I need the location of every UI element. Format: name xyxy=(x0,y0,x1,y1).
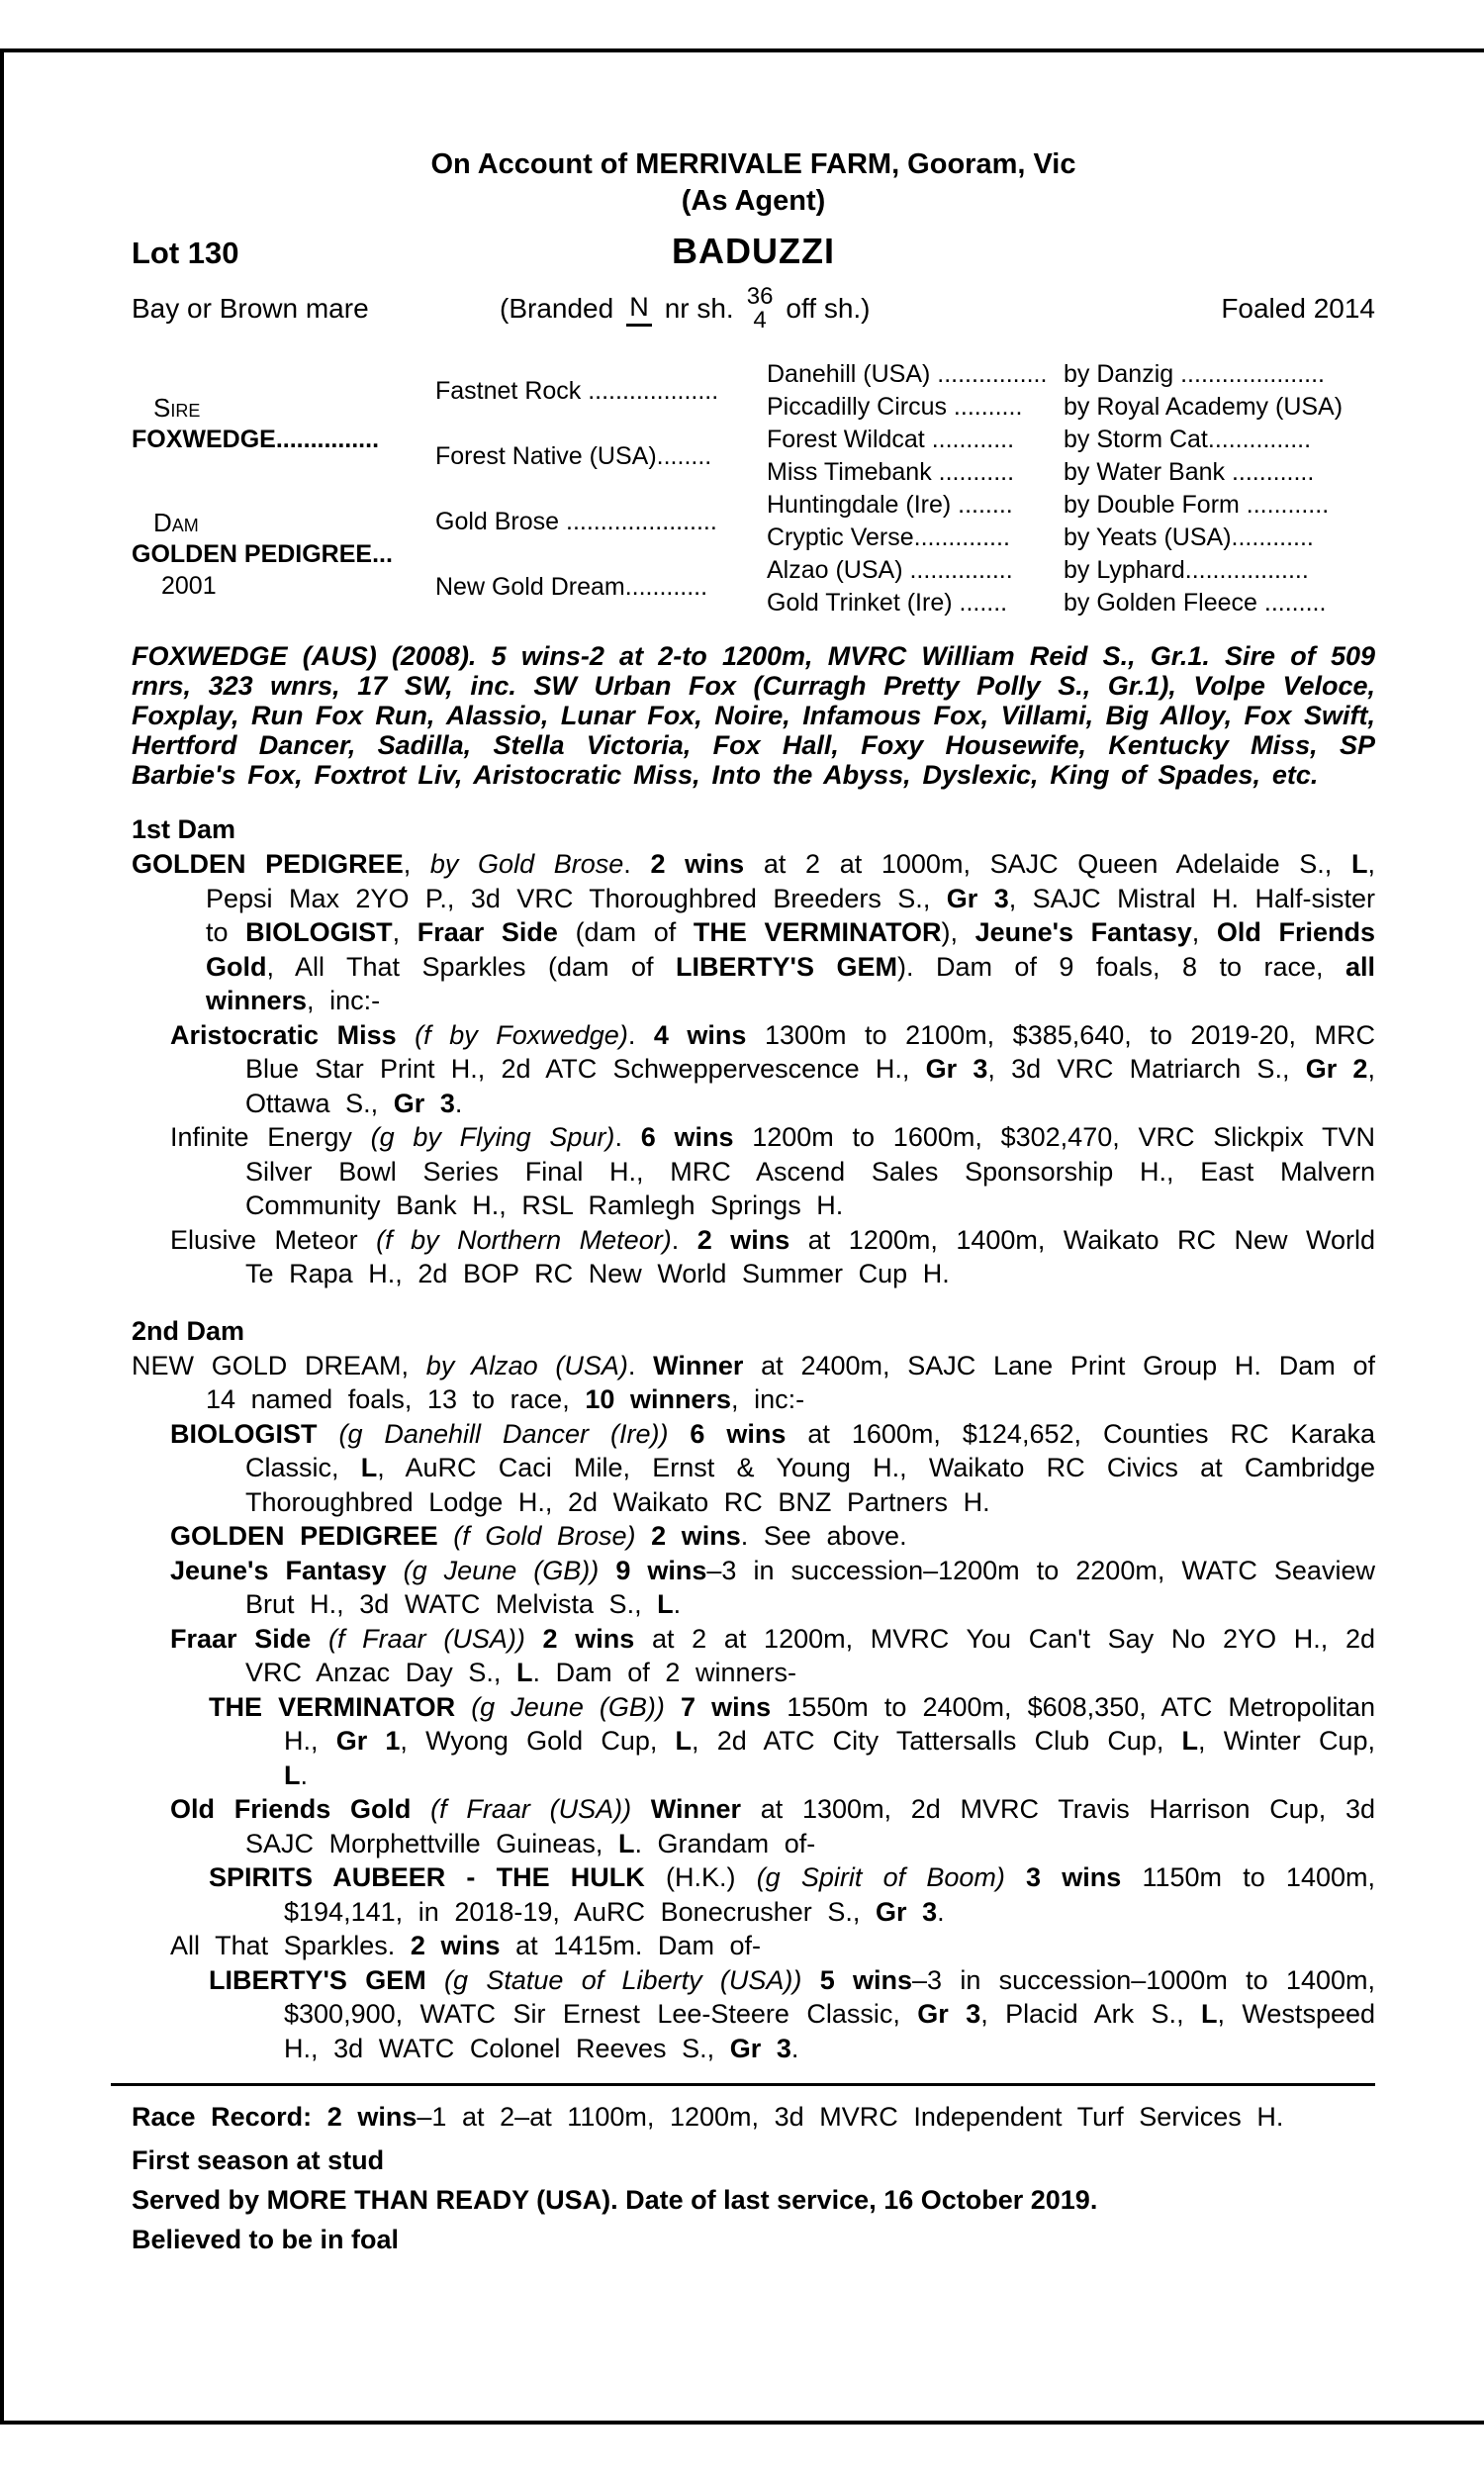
gen4-entry: by Danzig ..................... xyxy=(1064,360,1325,388)
text-segment: , AuRC Caci Mile, Ernst & Young H., Waikato RC Civics at Cambridge Thoroughbred Lodge H., 2d Waikato RC BNZ Partners H. xyxy=(245,1453,1375,1517)
gen4-entry: by Royal Academy (USA) xyxy=(1064,393,1344,421)
text-segment: 1300m to 2100m, $385,640, to 2019-20, MRC Blue Star Print H., 2d ATC Schweppervescence H., xyxy=(245,1019,1375,1084)
gen2-entry: Gold Brose ...................... xyxy=(435,507,717,535)
text-segment: . xyxy=(937,1896,945,1927)
text-segment: , Placid Ark S., xyxy=(980,1999,1201,2029)
text-segment: at 2 at 1200m, MVRC You Can't Say No 2YO H., 2d VRC Anzac Day S., xyxy=(245,1623,1375,1687)
text-segment: 6 wins xyxy=(690,1418,787,1449)
text-segment: , 2d ATC City Tattersalls Club Cup, xyxy=(692,1726,1182,1756)
brand-details xyxy=(500,279,871,338)
dam-year: 2001 xyxy=(161,572,217,600)
text-segment: at 2400m, SAJC Lane Print Group H. Dam of 14 named foals, 13 to race, xyxy=(206,1350,1375,1414)
text-segment: ), xyxy=(941,917,975,947)
text-segment: (f Fraar (USA)) xyxy=(327,1623,525,1654)
pedigree-paragraph xyxy=(132,1690,1375,1793)
text-segment: Jeune's Fantasy xyxy=(170,1555,387,1585)
text-segment: by Alzao (USA) xyxy=(425,1350,628,1380)
dam-block xyxy=(132,489,435,619)
text-segment: THE VERMINATOR xyxy=(693,917,942,947)
gen3-entry: Piccadilly Circus .......... xyxy=(767,393,1023,421)
text-segment: GOLDEN PEDIGREE xyxy=(170,1521,438,1551)
branded-suffix: off sh.) xyxy=(786,293,871,324)
gen3-entry: Cryptic Verse.............. xyxy=(767,523,1010,551)
pedigree-paragraph xyxy=(132,1860,1375,1929)
sire-name: FOXWEDGE............... xyxy=(132,426,380,453)
text-segment: , SAJC Mistral H. Half-sister to xyxy=(206,883,1375,947)
first-dam-heading: 1st Dam xyxy=(132,814,236,844)
text-segment: L xyxy=(1201,1999,1218,2029)
text-segment xyxy=(801,1965,819,1995)
lot-number: Lot 130 xyxy=(132,236,239,270)
text-segment: . Grandam of- xyxy=(634,1828,816,1858)
gen3-entry: Gold Trinket (Ire) ....... xyxy=(767,589,1008,617)
text-segment: . xyxy=(614,1122,641,1152)
text-segment: , Winter Cup, xyxy=(1198,1726,1375,1756)
text-segment: by Gold Brose xyxy=(429,849,624,879)
gen4-entry: by Water Bank ............ xyxy=(1064,458,1315,486)
text-segment: . xyxy=(673,1589,682,1619)
sire-block xyxy=(132,358,435,489)
text-segment: , Pepsi Max 2YO P., 3d VRC Thoroughbred Breeders S., xyxy=(206,849,1375,913)
gen4-entry: by Golden Fleece ......... xyxy=(1064,589,1327,617)
text-segment xyxy=(438,1521,454,1551)
gen2-entry: Fastnet Rock ................... xyxy=(435,376,719,405)
text-segment: Winner xyxy=(653,1350,744,1380)
text-segment: Gr 2 xyxy=(1305,1054,1368,1084)
text-segment xyxy=(397,1020,416,1050)
text-segment: Aristocratic Miss xyxy=(170,1019,397,1050)
text-segment: 9 wins xyxy=(615,1555,707,1585)
text-segment: Jeune's Fantasy xyxy=(974,917,1192,947)
pedigree-table xyxy=(132,358,1375,619)
text-segment: (dam of xyxy=(557,917,694,947)
text-segment: all winners xyxy=(206,951,1375,1015)
text-segment: –1 at 2–at 1100m, 1200m, 3d MVRC Independent Turf Services H. xyxy=(417,2102,1284,2132)
sire-summary xyxy=(132,641,1375,790)
text-segment: at 2 at 1000m, SAJC Queen Adelaide S., xyxy=(744,849,1351,879)
text-segment xyxy=(668,1419,690,1449)
text-segment: L xyxy=(1350,849,1368,879)
text-segment: FOXWEDGE (AUS) (2008). 5 wins-2 at 2-to 1200m, MVRC William Reid S., Gr.1. Sire of 509 rnrs, 323 wnrs, 17 SW, inc. SW Urban Fox (Curragh Pretty Polly S., Gr.1), Volpe Veloce, Foxplay, Run Fox Run, Alassio, Lunar Fox, Noire, Infamous Fox, Villami, Big Alloy, Fox Swift, Hertford Dancer, Sadilla, Stella Victoria, Fox Hall, Foxy Housewife, Kentucky Miss, SP Barbie's Fox, Foxtrot Liv, Aristocratic Miss, Into the Abyss, Dyslexic, King of Spades, etc. xyxy=(132,641,1375,790)
text-segment: at 1200m, 1400m, Waikato RC New World Te Rapa H., 2d BOP RC New World Summer Cup H. xyxy=(245,1224,1376,1288)
gen3-entry: Alzao (USA) ............... xyxy=(767,556,1013,584)
text-segment: Gr 3 xyxy=(946,883,1009,913)
text-segment: L xyxy=(617,1828,635,1858)
text-segment: L xyxy=(516,1658,533,1687)
text-segment: (f by Northern Meteor) xyxy=(376,1224,672,1255)
text-segment: at 1415m. Dam of- xyxy=(500,1931,762,1960)
text-segment: , 3d VRC Matriarch S., xyxy=(987,1054,1306,1084)
text-segment: at 1600m, $124,652, Counties RC Karaka Classic, xyxy=(245,1418,1375,1482)
text-segment: LIBERTY'S GEM xyxy=(209,1964,426,1995)
pedigree-paragraph xyxy=(132,1018,1375,1121)
second-dam-heading: 2nd Dam xyxy=(132,1315,245,1346)
text-segment: , xyxy=(403,849,430,879)
dam-name: GOLDEN PEDIGREE... xyxy=(132,540,393,568)
text-segment: , Wyong Gold Cup, xyxy=(400,1726,676,1756)
text-segment xyxy=(387,1556,404,1585)
text-segment: (g Spirit of Boom) xyxy=(756,1862,1005,1892)
text-segment: (g Jeune (GB)) xyxy=(403,1555,600,1585)
sire-label: Sire xyxy=(153,393,201,423)
text-segment: . xyxy=(627,1350,654,1380)
text-segment: –3 in succession–1200m to 2200m, WATC Seaview Brut H., 3d WATC Melvista S., xyxy=(245,1555,1375,1619)
text-segment xyxy=(318,1419,339,1449)
text-segment: 1150m to 1400m, $194,141, in 2018-19, AuRC Bonecrusher S., xyxy=(284,1862,1375,1927)
text-segment: . xyxy=(623,849,651,879)
agent-line: (As Agent) xyxy=(681,185,826,217)
text-segment: Gr 3 xyxy=(393,1088,455,1118)
brand-number-top: 36 xyxy=(746,283,774,310)
gen4-entry: by Yeats (USA)............ xyxy=(1064,523,1314,551)
brand-number xyxy=(747,285,774,333)
text-segment: L xyxy=(1181,1726,1199,1756)
branded-prefix: (Branded xyxy=(500,293,614,324)
text-segment: Gr 3 xyxy=(925,1054,988,1084)
text-segment: . xyxy=(454,1088,463,1118)
pedigree-paragraph xyxy=(132,1120,1375,1223)
text-segment: . xyxy=(300,1760,309,1790)
text-segment: , Ottawa S., xyxy=(245,1054,1375,1118)
text-segment: THE VERMINATOR xyxy=(209,1691,456,1722)
text-segment: Fraar Side xyxy=(417,917,558,947)
text-segment: 2 wins xyxy=(650,849,745,879)
text-segment: 1550m to 2400m, $608,350, ATC Metropolitan H., xyxy=(284,1691,1375,1756)
text-segment: GOLDEN PEDIGREE xyxy=(132,849,404,879)
text-segment: , xyxy=(392,917,417,947)
gen3-entry: Miss Timebank ........... xyxy=(767,458,1015,486)
text-segment: Gr 3 xyxy=(729,2033,791,2063)
text-segment xyxy=(631,1794,651,1824)
dam-label: Dam xyxy=(153,508,199,537)
text-segment: . xyxy=(671,1224,697,1255)
text-segment: at 1300m, 2d MVRC Travis Harrison Cup, 3d SAJC Morphettville Guineas, xyxy=(245,1794,1375,1858)
text-segment: Old Friends Gold xyxy=(170,1794,412,1824)
text-segment: ). Dam of 9 foals, 8 to race, xyxy=(896,951,1345,982)
text-segment: Gr 3 xyxy=(917,1999,981,2029)
text-segment xyxy=(525,1624,543,1654)
text-segment: 6 wins xyxy=(640,1122,734,1152)
gen3-entry: Forest Wildcat ............ xyxy=(767,426,1015,453)
gen4-entry: by Lyphard.................. xyxy=(1064,556,1309,584)
pedigree-paragraph xyxy=(132,1792,1375,1860)
text-segment: Old Friends Gold xyxy=(206,917,1375,982)
pedigree-paragraph xyxy=(132,1349,1375,1417)
horse-name: BADUZZI xyxy=(672,231,835,271)
text-segment: Elusive Meteor xyxy=(170,1224,377,1255)
pedigree-paragraph xyxy=(132,847,1375,1018)
divider-rule xyxy=(111,2083,1375,2086)
text-segment: (g Danehill Dancer (Ire)) xyxy=(338,1418,669,1449)
brand-near-shoulder: nr sh. xyxy=(664,293,734,324)
text-segment xyxy=(411,1794,430,1824)
text-segment xyxy=(1005,1862,1026,1892)
text-segment xyxy=(426,1965,444,1995)
brand-number-bottom: 4 xyxy=(753,307,767,333)
text-segment: 5 wins xyxy=(819,1964,913,1995)
text-segment xyxy=(599,1556,615,1585)
text-segment: 1200m to 1600m, $302,470, VRC Slickpix TVN Silver Bowl Series Final H., MRC Ascend Sales Sponsorship H., East Malvern Community Bank H., RSL Ramlegh Springs H. xyxy=(245,1122,1376,1220)
text-segment: Infinite Energy xyxy=(170,1122,371,1152)
pedigree-paragraph xyxy=(132,1929,1375,1963)
text-segment: (g Jeune (GB)) xyxy=(471,1691,665,1722)
text-segment xyxy=(636,1521,652,1551)
foaled-year: Foaled 2014 xyxy=(1221,293,1375,324)
text-segment: 2 wins xyxy=(651,1521,741,1551)
gen2-entry: Forest Native (USA)........ xyxy=(435,441,712,470)
brand-row xyxy=(132,279,1375,338)
text-segment: L xyxy=(675,1726,693,1756)
text-segment: BIOLOGIST xyxy=(245,917,393,947)
text-segment: 7 wins xyxy=(681,1691,772,1722)
pedigree-paragraph xyxy=(132,1554,1375,1622)
second-dam-paragraphs xyxy=(132,1349,1375,2066)
text-segment: (g Statue of Liberty (USA)) xyxy=(444,1964,802,1995)
text-segment xyxy=(665,1692,681,1722)
text-segment: 2 wins xyxy=(696,1224,790,1255)
gen4-entry: by Double Form ............ xyxy=(1064,491,1330,519)
text-segment: L xyxy=(657,1589,674,1619)
gen3-entry: Huntingdale (Ire) ........ xyxy=(767,491,1013,519)
text-segment: . xyxy=(627,1019,654,1050)
text-segment xyxy=(311,1624,328,1654)
served-by-line: Served by MORE THAN READY (USA). Date of last service, 16 October 2019. xyxy=(132,2184,1098,2215)
text-segment: Race Record: 2 wins xyxy=(132,2102,417,2132)
page-content xyxy=(132,146,1375,2259)
text-segment: . xyxy=(790,2033,799,2063)
text-segment: Winner xyxy=(650,1794,742,1824)
gen3-entry: Danehill (USA) ................ xyxy=(767,360,1048,388)
text-segment: (f Gold Brose) xyxy=(453,1521,636,1551)
text-segment: , Westspeed H., 3d WATC Colonel Reeves S., xyxy=(284,1999,1376,2063)
text-segment: (f Fraar (USA)) xyxy=(430,1794,632,1824)
horse-description: Bay or Brown mare xyxy=(132,293,369,324)
first-season-line: First season at stud xyxy=(132,2144,385,2175)
text-segment xyxy=(455,1692,471,1722)
consignor-line: On Account of MERRIVALE FARM, Gooram, Vic xyxy=(430,148,1076,180)
pedigree-paragraph xyxy=(132,1417,1375,1520)
race-record xyxy=(132,2100,1375,2135)
text-segment: , inc:- xyxy=(730,1384,805,1414)
text-segment: 10 winners xyxy=(585,1384,731,1414)
gen4-entry: by Storm Cat............... xyxy=(1064,426,1312,453)
brand-mark-glyph: N xyxy=(626,292,652,327)
text-segment: All That Sparkles. xyxy=(170,1931,411,1960)
lot-row xyxy=(132,228,1375,277)
text-segment: . See above. xyxy=(740,1521,907,1551)
text-segment: . Dam of 2 winners- xyxy=(532,1658,796,1687)
text-segment: (H.K.) xyxy=(644,1862,757,1892)
pedigree-paragraph xyxy=(132,1223,1375,1291)
text-segment: Gr 3 xyxy=(875,1896,938,1927)
text-segment: BIOLOGIST xyxy=(170,1418,318,1449)
first-dam-paragraphs xyxy=(132,847,1375,1291)
text-segment: –3 in succession–1000m to 1400m, $300,900, WATC Sir Ernest Lee-Steere Classic, xyxy=(284,1964,1375,2029)
pedigree-paragraph xyxy=(132,1519,1375,1554)
text-segment: , xyxy=(1191,917,1217,947)
text-segment: 4 wins xyxy=(653,1019,747,1050)
text-segment: SPIRITS AUBEER - THE HULK xyxy=(209,1862,645,1892)
text-segment: Fraar Side xyxy=(170,1623,312,1654)
text-segment: , inc:- xyxy=(307,986,381,1015)
text-segment: 2 wins xyxy=(542,1623,635,1654)
text-segment: , All That Sparkles (dam of xyxy=(266,951,677,982)
text-segment: Gr 1 xyxy=(335,1726,401,1756)
text-segment: NEW GOLD DREAM, xyxy=(132,1350,426,1380)
pedigree-paragraph xyxy=(132,1963,1375,2066)
text-segment: 3 wins xyxy=(1026,1862,1122,1892)
gen2-entry: New Gold Dream............ xyxy=(435,572,708,601)
text-segment: L xyxy=(284,1760,301,1790)
in-foal-line: Believed to be in foal xyxy=(132,2224,400,2254)
text-segment: (g by Flying Spur) xyxy=(370,1122,615,1152)
text-segment: L xyxy=(360,1453,378,1482)
pedigree-paragraph xyxy=(132,1622,1375,1690)
text-segment: (f by Foxwedge) xyxy=(415,1019,628,1050)
text-segment: LIBERTY'S GEM xyxy=(676,951,897,982)
text-segment: 2 wins xyxy=(410,1931,501,1960)
